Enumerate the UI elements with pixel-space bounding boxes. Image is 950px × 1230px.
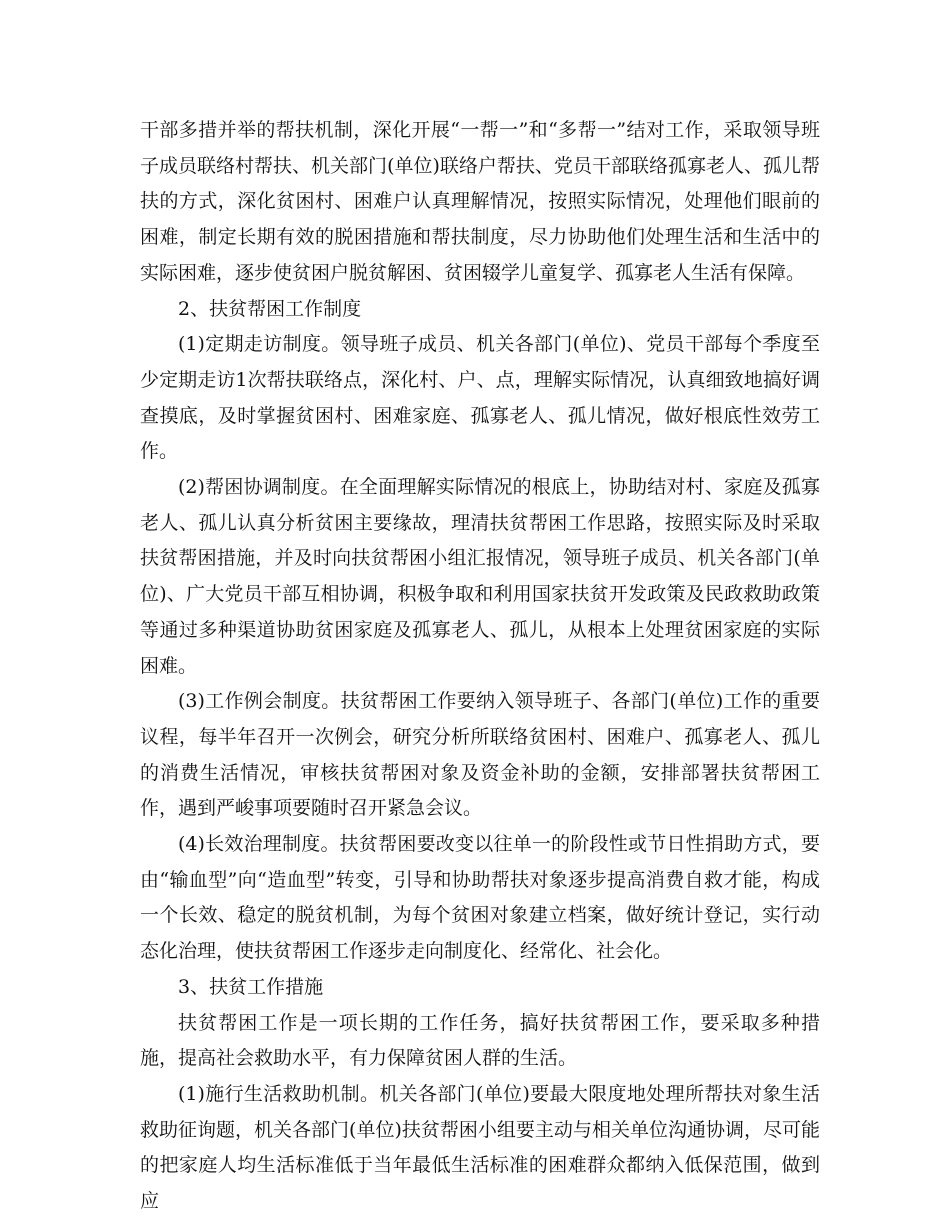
paragraph-measures-intro: 扶贫帮困工作是一项长期的工作任务，搞好扶贫帮困工作，要采取多种措施，提高社会救助水平，有力保障贫困人群的生活。 — [140, 1011, 820, 1070]
paragraph-visit-system: (1)定期走访制度。领导班子成员、机关各部门(单位)、党员干部每个季度至少定期走访1次帮扶联络点，深化村、户、点，理解实际情况，认真细致地搞好调查摸底，及时掌握贫困村、困难家庭、孤寡老人、孤儿情况，做好根底性效劳工作。 — [140, 333, 820, 463]
paragraph-relief-mechanism: (1)施行生活救助机制。机关各部门(单位)要最大限度地处理所帮扶对象生活救助征询题，机关各部门(单位)扶贫帮困小组要主动与相关单位沟通协调，尽可能的把家庭人均生活标准低于当年最低生活标准的困难群众都纳入低保范围，做到应 — [140, 1082, 820, 1213]
section-heading-3: 3、扶贫工作措施 — [178, 975, 324, 998]
document-body — [140, 113, 820, 1220]
paragraph-coordination-system: (2)帮困协调制度。在全面理解实际情况的根底上，协助结对村、家庭及孤寡老人、孤儿认真分析贫困主要缘故，理清扶贫帮困工作思路，按照实际及时采取扶贫帮困措施，并及时向扶贫帮困小组汇报情况，领导班子成员、机关各部门(单位)、广大党员干部互相协调，积极争取和利用国家扶贫开发政策及民政救助政策等通过多种渠道协助贫困家庭及孤寡老人、孤儿，从根本上处理贫困家庭的实际困难。 — [140, 476, 820, 677]
paragraph-longterm-system: (4)长效治理制度。扶贫帮困要改变以往单一的阶段性或节日性捐助方式，要由“输血型”向“造血型”转变，引导和协助帮扶对象逐步提高消费自救才能，构成一个长效、稳定的脱贫机制，为每个贫困对象建立档案，做好统计登记，实行动态化治理，使扶贫帮困工作逐步走向制度化、经常化、社会化。 — [140, 833, 820, 963]
section-heading-2: 2、扶贫帮困工作制度 — [178, 297, 362, 320]
paragraph-meeting-system: (3)工作例会制度。扶贫帮困工作要纳入领导班子、各部门(单位)工作的重要议程，每半年召开一次例会，研究分析所联络贫困村、困难户、孤寡老人、孤儿的消费生活情况，审核扶贫帮困对象及资金补助的金额，安排部署扶贫帮困工作，遇到严峻事项要随时召开紧急会议。 — [140, 690, 820, 820]
paragraph-1: 干部多措并举的帮扶机制，深化开展“一帮一”和“多帮一”结对工作，采取领导班子成员联络村帮扶、机关部门(单位)联络户帮扶、党员干部联络孤寡老人、孤儿帮扶的方式，深化贫困村、困难户认真理解情况，按照实际情况，处理他们眼前的困难，制定长期有效的脱困措施和帮扶制度，尽力协助他们处理生活和生活中的实际困难，逐步使贫困户脱贫解困、贫困辍学儿童复学、孤寡老人生活有保障。 — [140, 119, 820, 284]
